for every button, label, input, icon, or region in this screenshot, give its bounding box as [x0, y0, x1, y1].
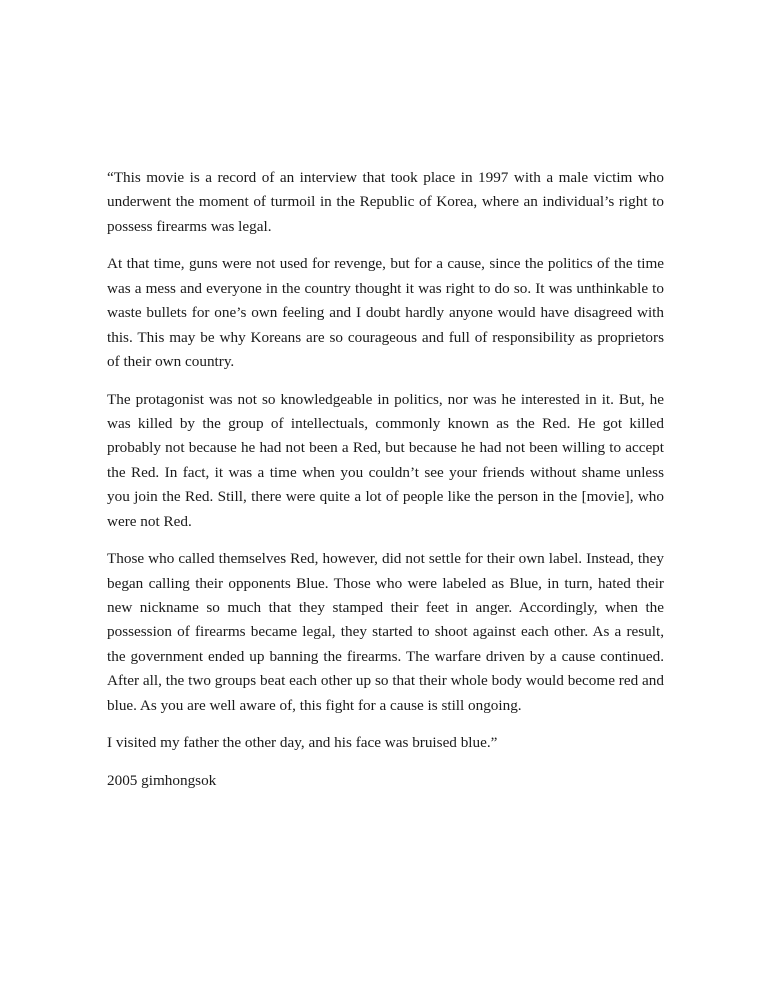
document-body — [107, 166, 664, 793]
paragraph-closing: I visited my father the other day, and his face was bruised blue.” — [107, 734, 498, 752]
signature-line: 2005 gimhongsok — [107, 771, 217, 789]
paragraph-protagonist: The protagonist was not so knowledgeable in politics, nor was he interested in it. But, he was killed by the group of intellectuals, commonly known as the Red. He got killed probably not because he had not been a Red, but because he had not been willing to accept the Red. In fact, it was a time when you couldn’t see your friends without shame unless you join the Red. Still, there were quite a lot of people like the person in the [movie], who were not Red. — [107, 390, 664, 530]
paragraph-intro: “This movie is a record of an interview that took place in 1997 with a male victim who underwent the moment of turmoil in the Republic of Korea, where an individual’s right to possess firearms was legal. — [107, 169, 664, 235]
paragraph-red-and-blue: Those who called themselves Red, however, did not settle for their own label. Instead, they began calling their opponents Blue. Those who were labeled as Blue, in turn, hated their new nickname so much that they stamped their feet in anger. Accordingly, when the possession of firearms became legal, they started to shoot against each other. As a result, the government ended up banning the firearms. The warfare driven by a cause continued. After all, the two groups beat each other up so that their whole body would become red and blue. As you are well aware of, this fight for a cause is still ongoing. — [107, 550, 664, 714]
paragraph-guns-for-cause: At that time, guns were not used for revenge, but for a cause, since the politics of the time was a mess and everyone in the country thought it was right to do so. It was unthinkable to waste bullets for one’s own feeling and I doubt hardly anyone would have disagreed with this. This may be why Koreans are so courageous and full of responsibility as proprietors of their own country. — [107, 255, 664, 371]
